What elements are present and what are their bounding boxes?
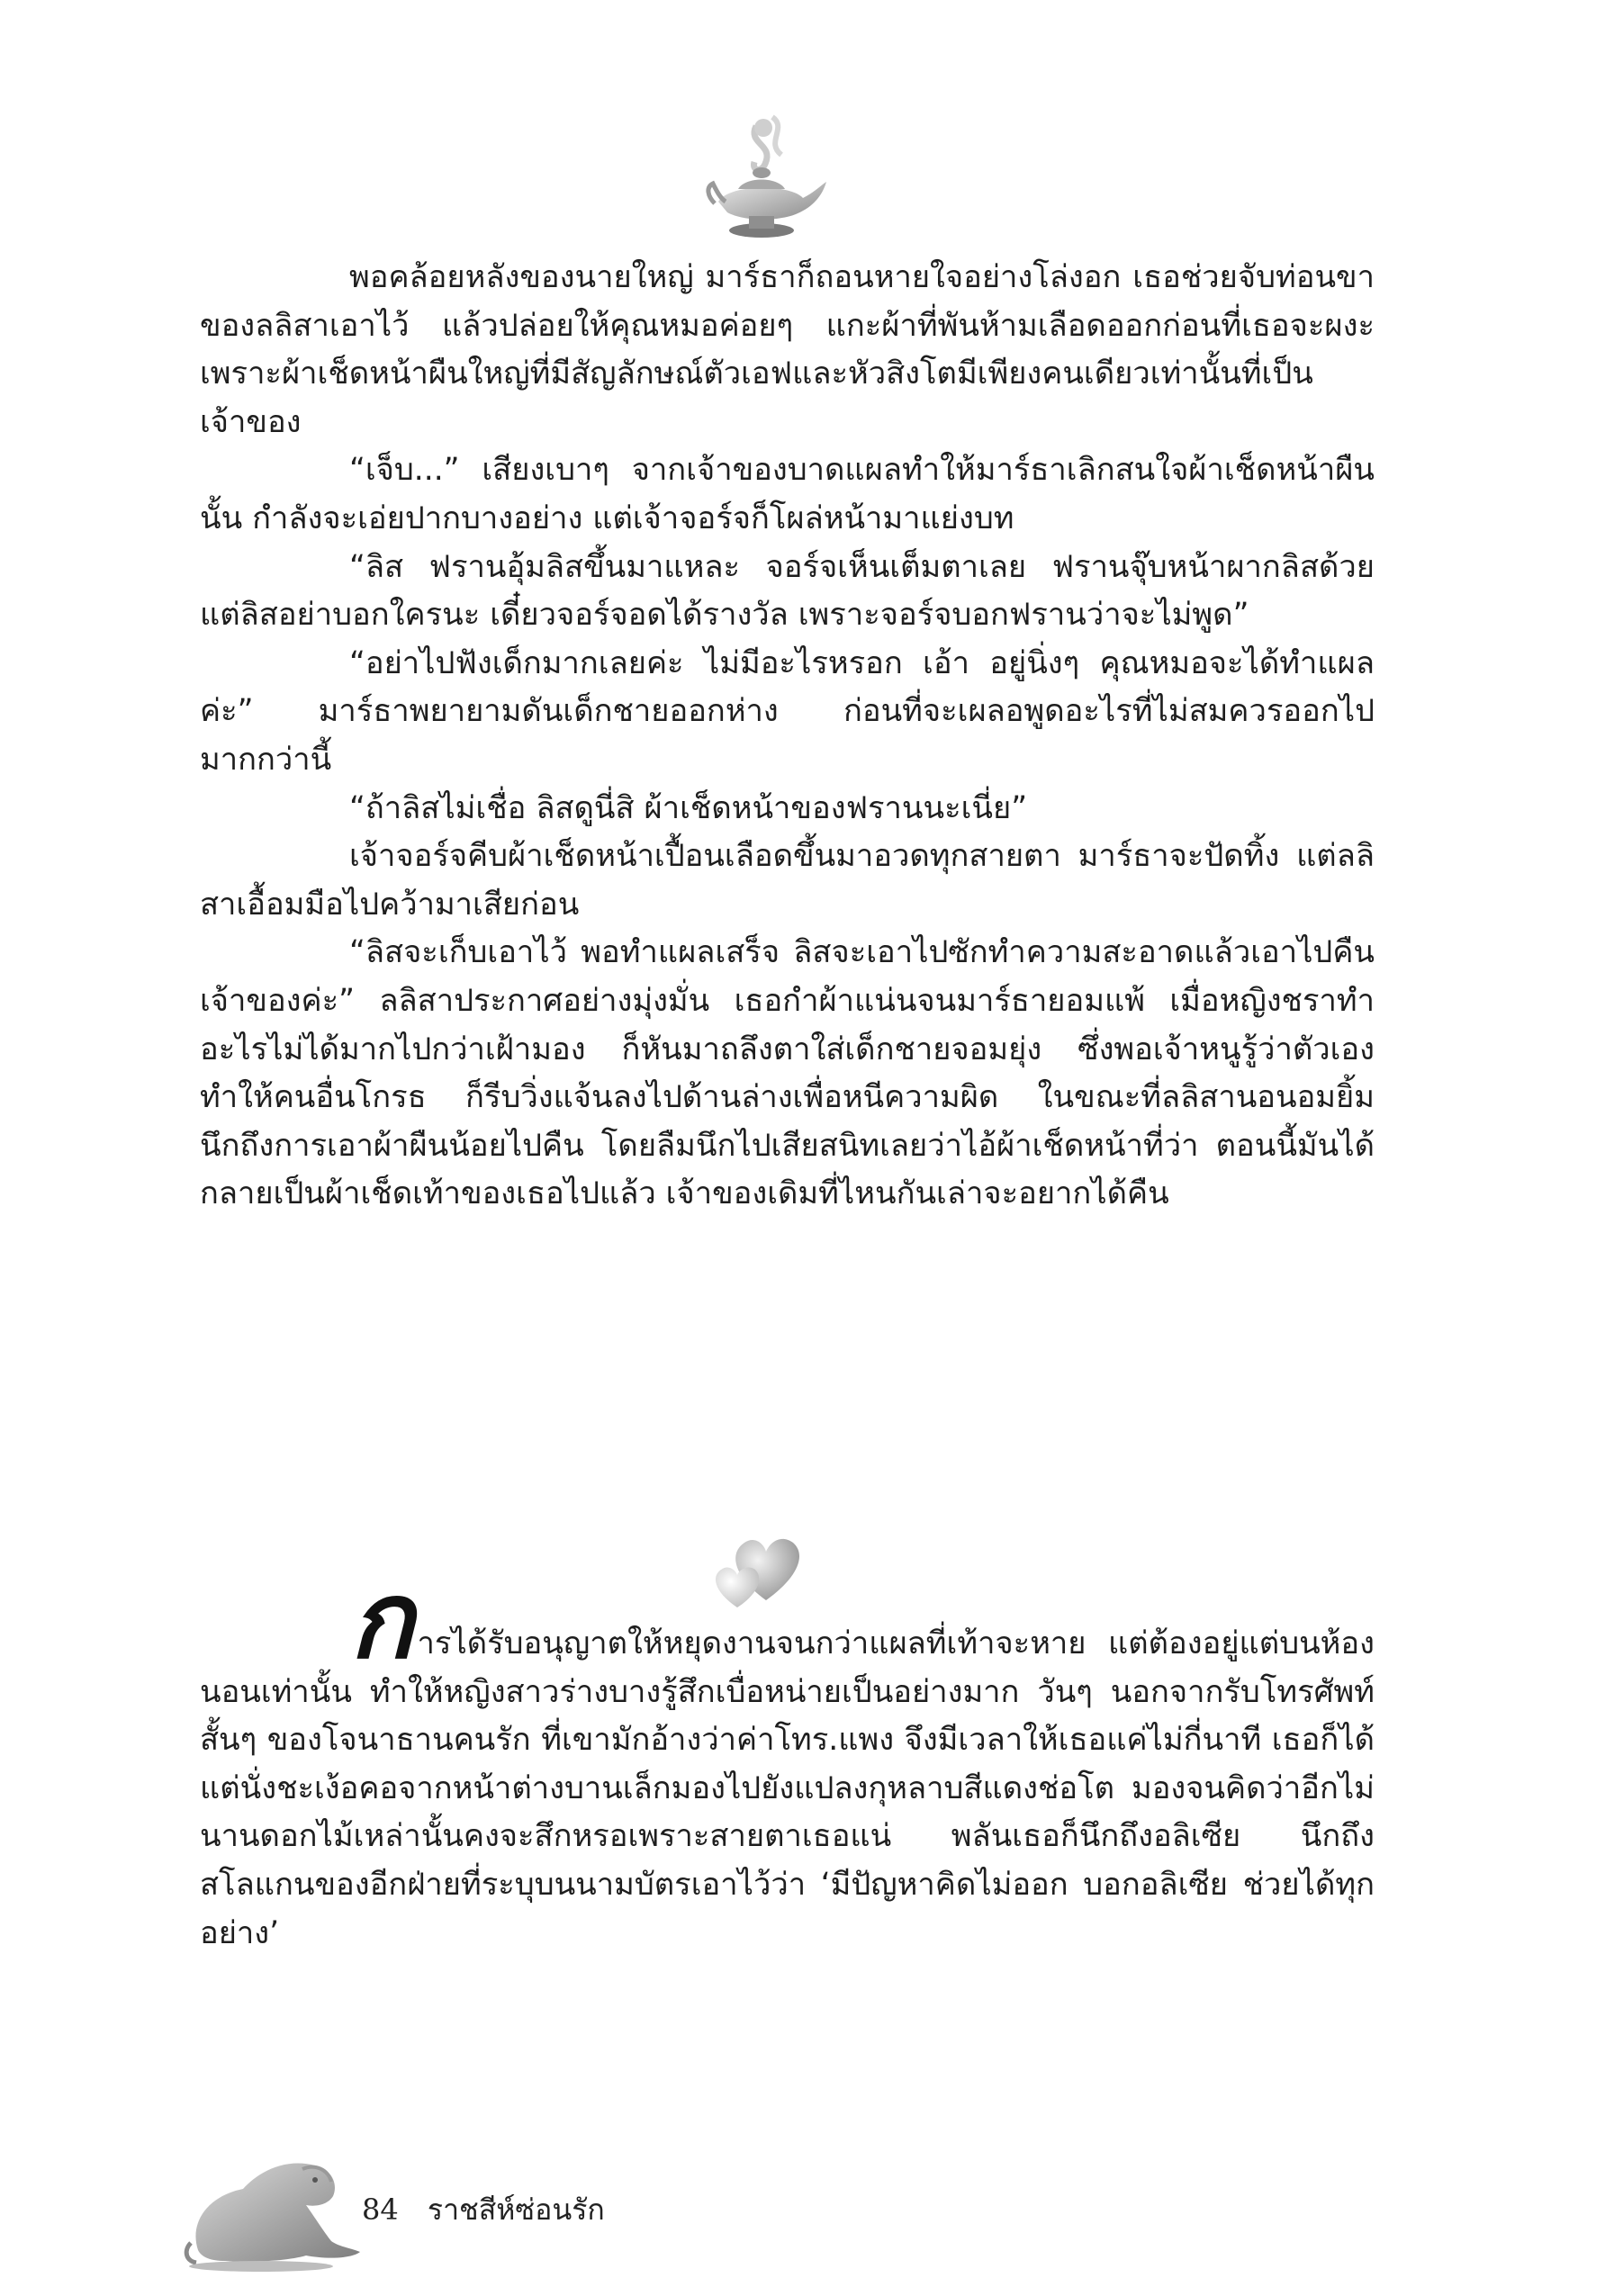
paragraph-text: ารได้รับอนุญาตให้หยุดงานจนกว่าแผลที่เท้าจะหาย แต่ต้องอยู่แต่บนห้องนอนเท่านั้น ทำให้หญิงสาวร่างบางรู้สึกเบื่อหน่ายเป็นอย่างมาก วันๆ นอกจากรับโทรศัพท์สั้นๆ ของโจนาธานคนรัก ที่เขามักอ้างว่าค่าโทร.แพง จึงมีเวลาให้เธอแค่ไม่กี่นาที เธอก็ได้แต่นั่งชะเง้อคอจากหน้าต่างบานเล็กมองไปยังแปลงกุหลาบสีแดงช่อโต มองจนคิดว่าอีกไม่นานดอกไม้เหล่านั้นคงจะสึกหรอเพราะสายตาเธอแน่ พลันเธอก็นึกถึงอลิเซีย นึกถึงสโลแกนของอีกฝ่ายที่ระบุบนนามบัตรเอาไว้ว่า ‘มีปัญหาคิดไม่ออก บอกอลิเซีย ช่วยได้ทุกอย่าง’ [200,1625,1375,1951]
page-number: 84 [362,2192,399,2227]
paragraph: “เจ็บ...” เสียงเบาๆ จากเจ้าของบาดแผลทำให้มาร์ธาเลิกสนใจผ้าเช็ดหน้าผืนนั้น กำลังจะเอ่ยปากบางอย่าง แต่เจ้าจอร์จก็โผล่หน้ามาแย่งบท [200,452,1375,536]
paragraph: “อย่าไปฟังเด็กมากเลยค่ะ ไม่มีอะไรหรอก เอ้า อยู่นิ่งๆ คุณหมอจะได้ทำแผลค่ะ” มาร์ธาพยายามดันเด็กชายออกห่าง ก่อนที่จะเผลอพูดอะไรที่ไม่สมควรออกไปมากกว่านี้ [200,644,1375,778]
section-one [200,254,1375,1219]
paragraph: พอคล้อยหลังของนายใหญ่ มาร์ธาก็ถอนหายใจอย่างโล่งอก เธอช่วยจับท่อนขาของลลิสาเอาไว้ แล้วปล่อยให้คุณหมอค่อยๆ แกะผ้าที่พันห้ามเลือดออกก่อนที่เธอจะผงะ เพราะผ้าเช็ดหน้าผืนใหญ่ที่มีสัญลักษณ์ตัวเอฟและหัวสิงโตมีเพียงคนเดียวเท่านั้นที่เป็นเจ้าของ [200,259,1375,440]
drop-cap: ก [349,1558,414,1682]
paragraph: “ลิสจะเก็บเอาไว้ พอทำแผลเสร็จ ลิสจะเอาไปซักทำความสะอาดแล้วเอาไปคืนเจ้าของค่ะ” ลลิสาประกาศอย่างมุ่งมั่น เธอกำผ้าแน่นจนมาร์ธายอมแพ้ เมื่อหญิงชราทำอะไรไม่ได้มากไปกว่าเฝ้ามอง ก็หันมาถลึงตาใส่เด็กชายจอมยุ่ง ซึ่งพอเจ้าหนูรู้ว่าตัวเองทำให้คนอื่นโกรธ ก็รีบวิ่งแจ้นลงไปด้านล่างเพื่อหนีความผิด ในขณะที่ลลิสานอนอมยิ้ม นึกถึงการเอาผ้าผืนน้อยไปคืน โดยลืมนึกไปเสียสนิทเลยว่าไอ้ผ้าเช็ดหน้าที่ว่า ตอนนี้มันได้กลายเป็นผ้าเช็ดเท้าของเธอไปแล้ว เจ้าของเดิมที่ไหนกันเล่าจะอยากได้คืน [200,934,1375,1212]
paragraph: “ถ้าลิสไม่เชื่อ ลิสดูนี่สิ ผ้าเช็ดหน้าของฟรานนะเนี่ย” [349,789,1028,826]
book-title: ราชสีห์ซ่อนรัก [427,2192,605,2227]
hearts-icon [707,1521,806,1611]
section-two [200,1558,1375,1958]
paragraph: “ลิส ฟรานอุ้มลิสขึ้นมาแหละ จอร์จเห็นเต็มตาเลย ฟรานจุ๊บหน้าผากลิสด้วย แต่ลิสอย่าบอกใครนะ เดี๋ยวจอร์จอดได้รางวัล เพราะจอร์จบอกฟรานว่าจะไม่พูด” [200,548,1375,634]
page-footer [362,2187,605,2233]
lioness-icon [180,2142,378,2277]
paragraph [200,1558,1375,1958]
paragraph: เจ้าจอร์จคีบผ้าเช็ดหน้าเปื้อนเลือดขึ้นมาอวดทุกสายตา มาร์ธาจะปัดทิ้ง แต่ลลิสาเอื้อมมือไปคว้ามาเสียก่อน [200,838,1375,923]
magic-lamp-icon [702,108,828,243]
